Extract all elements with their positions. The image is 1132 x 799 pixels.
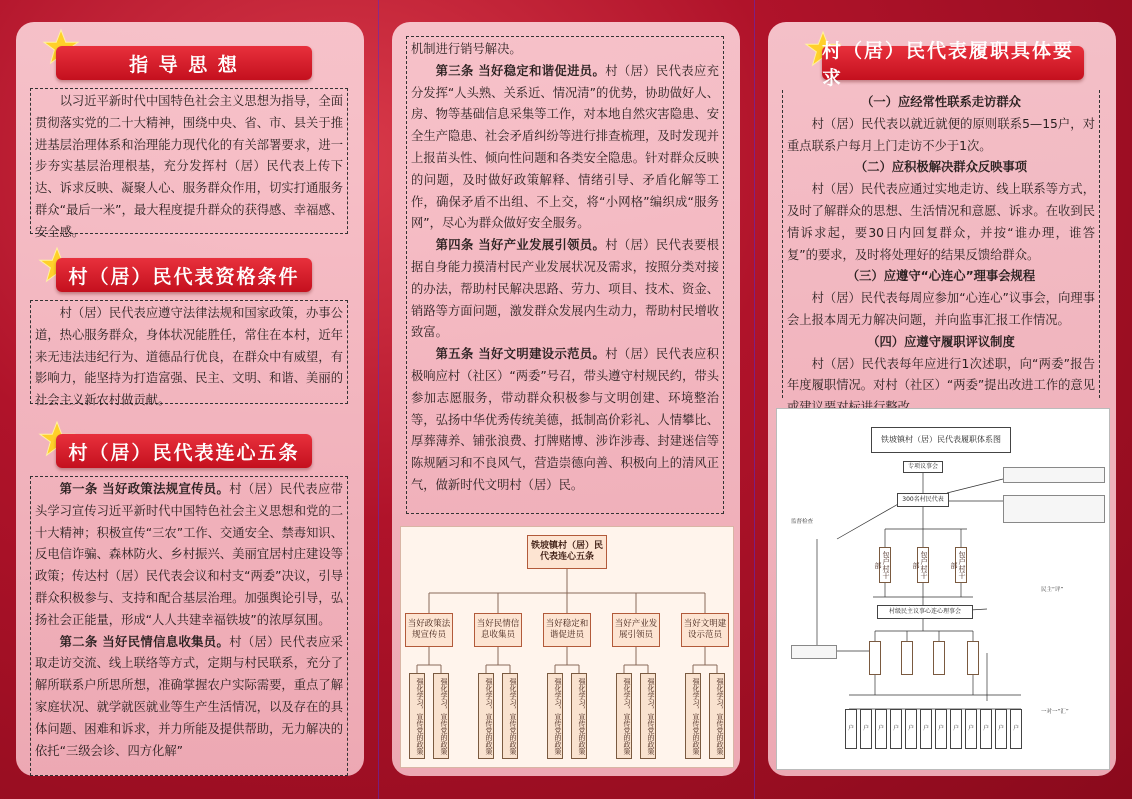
diagram-role-3: 当好稳定和谐促进员 — [543, 613, 591, 647]
continuation-text: 机制进行销号解决。 — [411, 42, 522, 56]
article-1-lead: 第一条 当好政策法规宣传员。 — [59, 482, 230, 496]
fold-line-left — [378, 0, 379, 799]
note-box-left — [791, 645, 837, 659]
diagram-leaf-1-2: 强化学习，宣传党的政策 — [433, 673, 449, 759]
guiding-text-box — [30, 88, 348, 239]
req-4-title: （四）应遵守履职评议制度 — [867, 334, 1015, 349]
diagram-leaf-5-2: 强化学习，宣传党的政策 — [709, 673, 725, 759]
article-5-lead: 第五条 当好文明建设示范员。 — [435, 347, 606, 362]
node-special-meeting: 专项议事会 — [903, 461, 943, 473]
note-report: 一对一“汇” — [1041, 709, 1069, 715]
diagram-leaf-4-2: 强化学习，宣传党的政策 — [640, 673, 656, 759]
article-5 — [411, 344, 719, 497]
diagram-role-5: 当好文明建设示范员 — [681, 613, 729, 647]
req-1-text: 村（居）民代表以就近就便的原则联系5—15户，对重点联系户每月上门走访不少于1次。 — [787, 116, 1095, 153]
fold-line-right — [754, 0, 755, 799]
diagram-role-1: 当好政策法规宣传员 — [405, 613, 453, 647]
article-3-text: 村（居）民代表应充分发挥“人头熟、关系近、情况清”的优势，协助做好人、房、物等基础信息采集等工作，对本地自然灾害隐患、安全生产隐患、社会矛盾纠纷等进行排查梳理，及时发现并上报苗头性、倾向性问题和各类安全隐患。针对群众反映的问题，及时做好政策解释、情绪引导、矛盾化解等工作，确保矛盾不出组、不上交，将“小网格”编织成“服务网”，尽心为群众做好安全服务。 — [411, 63, 719, 231]
five-rules-text-box — [30, 476, 348, 776]
note-box-mid — [1003, 495, 1105, 523]
diagram-role-4: 当好产业发展引领员 — [612, 613, 660, 647]
household-box: 户 — [980, 709, 992, 749]
diagram-root: 铁坡镇村（居）民代表连心五条 — [527, 535, 607, 569]
household-box: 户 — [875, 709, 887, 749]
household-box: 户 — [890, 709, 902, 749]
household-box: 户 — [845, 709, 857, 749]
requirements-text-box — [782, 90, 1100, 398]
articles-text-box — [406, 36, 724, 514]
req-2-title: （二）应积极解决群众反映事项 — [854, 160, 1028, 175]
guiding-text: 以习近平新时代中国特色社会主义思想为指导，全面贯彻落实党的二十大精神，围绕中央、省、市、县关于推进基层治理体系和治理能力现代化的有关部署要求，进一步夯实基层治理根基，充分发挥村（居）民代表上传下达、诉求反映、凝聚人心、服务群众作用，切实打通服务群众“最后一米”，最大程度提升群众的获得感、幸福感、安全感。 — [35, 94, 343, 239]
household-box: 户 — [965, 709, 977, 749]
article-2-lead: 第二条 当好民情信息收集员。 — [59, 634, 230, 649]
note-discuss: 民主“评” — [1041, 587, 1064, 593]
article-5-text: 村（居）民代表应积极响应村（社区）“两委”号召，带头遵守村规民约，带头参加志愿服务，带动群众积极参与文明创建、环境整治等，弘扬中华优秀传统美德，抵制高价彩礼、人情攀比、厚葬薄养、铺张浪费、打牌赌博、涉诈涉毒、封建迷信等陈规陋习和不良风气，营造崇德向善、积极向上的清风正气，做新时代文明村（居）民。 — [411, 347, 719, 492]
req-4-text: 村（居）民代表每年应进行1次述职，向“两委”报告年度履职情况。对村（社区）“两委”提出改进工作的意见 — [787, 356, 1095, 393]
guiding-title: 指 导 思 想 — [56, 46, 312, 80]
panel-middle — [392, 22, 740, 776]
household-box: 户 — [905, 709, 917, 749]
node-rep-col — [869, 641, 881, 675]
note-box-top — [1003, 467, 1105, 483]
household-box: 户 — [920, 709, 932, 749]
article-4-text: 村（居）民代表要根据自身能力摸清村民产业发展状况及需求，按照分类对接的办法，帮助村民解决思路、劳力、项目、技术、资金、销路等方面问题，激发群众发展内生动力，帮助村民增收致富。 — [411, 238, 719, 340]
qualification-text: 村（居）民代表应遵守法律法规和国家政策，办事公道，热心服务群众，身体状况能胜任，常住在本村，近年来无违法违纪行为、道德品行优良，在群众中有威望，有影响力，能坚持为打造富强、民主、文明、和谐、美丽的社会主义新农村做贡献。 — [35, 306, 343, 408]
node-council: 村级民主议事心连心理事会 — [877, 605, 973, 619]
diagram-role-2: 当好民情信息收集员 — [474, 613, 522, 647]
system-diagram-title: 铁坡镇村（居）民代表履职体系图 — [871, 427, 1011, 453]
panel-left — [16, 22, 364, 776]
diagram-leaf-2-1: 强化学习，宣传党的政策 — [478, 673, 494, 759]
qualification-text-box — [30, 300, 348, 408]
req-3-title: （三）应遵守“心连心”理事会规程 — [846, 269, 1036, 284]
article-1-text: 村（居）民代表应带头学习宣传习近平新时代中国特色社会主义思想和党的二十大精神；积极宣传“三农”工作、交通安全、禁毒知识、反电信诈骗、森林防火、乡村振兴、美丽宜居村庄建设等政策；传达村（居）民代表会议和村支“两委”决议，引导群众积极参与、支持和配合基层治理。加强舆论引导，弘扬社会正能量，形成“人人共建幸福铁坡”的浓厚氛围。 — [35, 482, 343, 627]
article-1 — [35, 479, 343, 632]
node-cadre-3: 包户村干部 — [955, 547, 967, 583]
system-diagram — [776, 408, 1110, 770]
household-box: 户 — [950, 709, 962, 749]
node-rep-col — [933, 641, 945, 675]
qualification-title: 村（居）民代表资格条件 — [56, 258, 312, 292]
diagram-leaf-3-2: 强化学习，宣传党的政策 — [571, 673, 587, 759]
five-rules-title: 村（居）民代表连心五条 — [56, 434, 312, 468]
diagram-leaf-1-1: 强化学习，宣传党的政策 — [409, 673, 425, 759]
household-box: 户 — [860, 709, 872, 749]
node-rep-col — [967, 641, 979, 675]
req-3-text: 村（居）民代表每周应参加“心连心”议事会，向理事会上报本周无力解决问题，并向监事汇报工作情况。 — [787, 291, 1095, 327]
household-box: 户 — [1010, 709, 1022, 749]
article-4 — [411, 235, 719, 344]
diagram-leaf-4-1: 强化学习，宣传党的政策 — [616, 673, 632, 759]
household-box: 户 — [995, 709, 1007, 749]
article-3 — [411, 61, 719, 235]
article-2 — [35, 632, 343, 763]
five-rules-diagram — [400, 526, 734, 768]
node-village-reps: 300名村民代表 — [897, 493, 949, 507]
article-4-lead: 第四条 当好产业发展引领员。 — [435, 238, 606, 253]
panel-right — [768, 22, 1116, 776]
requirements-title: 村（居）民代表履职具体要求 — [822, 46, 1084, 80]
article-3-lead: 第三条 当好稳定和谐促进员。 — [435, 63, 606, 78]
node-cadre-1: 包户村干部 — [879, 547, 891, 583]
diagram-leaf-5-1: 强化学习，宣传党的政策 — [685, 673, 701, 759]
node-rep-col — [901, 641, 913, 675]
req-2-text: 村（居）民代表应通过实地走访、线上联系等方式，及时了解群众的思想、生活情况和意愿、诉求。在收到民情诉求起，要30日内回复群众，并按“谁办理，谁答复”的要求，及时将处理好的结果反馈给群众。 — [787, 182, 1095, 262]
note-supervise: 监督检查 — [791, 519, 814, 525]
diagram-leaf-3-1: 强化学习，宣传党的政策 — [547, 673, 563, 759]
household-box: 户 — [935, 709, 947, 749]
node-cadre-2: 包户村干部 — [917, 547, 929, 583]
article-2-text: 村（居）民代表应采取走访交流、线上联络等方式，定期与村民联系，充分了解所联系户所思所想，准确掌握农户实际需要，重点了解家庭状况、就学就医就业等生产生活情况，以及存在的具体问题、困难和诉求，并力所能及提供帮助，无力解决的依托“三级会诊、四方化解” — [35, 634, 343, 758]
req-1-title: （一）应经常性联系走访群众 — [861, 95, 1021, 109]
diagram-leaf-2-2: 强化学习，宣传党的政策 — [502, 673, 518, 759]
